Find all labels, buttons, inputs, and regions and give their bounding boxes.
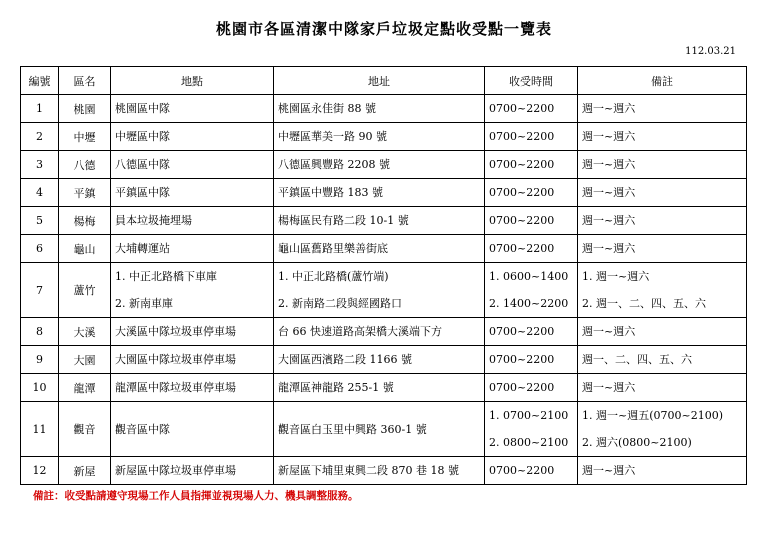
cell-time-line: 0700~2200 [489, 214, 555, 227]
cell-time-line: 0700~2200 [489, 242, 555, 255]
cell-address [274, 123, 485, 151]
cell-place [111, 374, 274, 402]
cell-time-line: 0700~2200 [489, 381, 555, 394]
table-row [21, 346, 747, 374]
cell-remark [578, 346, 747, 374]
table-body [21, 95, 747, 485]
cell-district: 中壢 [59, 123, 111, 151]
cell-remark [578, 402, 747, 457]
cell-address-line: 中壢區華美一路 90 號 [278, 130, 387, 143]
cell-time [485, 374, 578, 402]
cell-number: 10 [21, 374, 59, 402]
cell-remark-line: 週一~週六 [582, 464, 636, 477]
cell-address-line: 1. 中正北路橋(蘆竹端) [278, 270, 389, 283]
cell-number: 8 [21, 318, 59, 346]
cell-time-line: 0700~2200 [489, 130, 555, 143]
cell-place-line: 平鎮區中隊 [115, 186, 170, 199]
cell-remark-line: 2. 週六(0800~2100) [582, 436, 692, 449]
cell-remark [578, 235, 747, 263]
cell-place [111, 318, 274, 346]
cell-place-line: 中壢區中隊 [115, 130, 170, 143]
header-number: 編號 [21, 67, 59, 95]
cell-address [274, 263, 485, 318]
cell-number: 11 [21, 402, 59, 457]
cell-time-line: 2. 0800~2100 [489, 436, 569, 449]
cell-district: 楊梅 [59, 207, 111, 235]
table-row [21, 207, 747, 235]
cell-time [485, 179, 578, 207]
table-row [21, 179, 747, 207]
cell-address-line: 八德區興豐路 2208 號 [278, 158, 390, 171]
header-place: 地點 [111, 67, 274, 95]
cell-remark [578, 207, 747, 235]
cell-address-line: 台 66 快速道路高架橋大溪端下方 [278, 325, 442, 338]
cell-remark [578, 263, 747, 318]
cell-number: 12 [21, 457, 59, 485]
cell-time [485, 263, 578, 318]
document-title: 桃園市各區清潔中隊家戶垃圾定點收受點一覽表 [215, 20, 552, 38]
cell-place [111, 179, 274, 207]
table-row [21, 151, 747, 179]
cell-address-line: 大園區西濱路二段 1166 號 [278, 353, 412, 366]
cell-address [274, 318, 485, 346]
cell-district: 大溪 [59, 318, 111, 346]
cell-number: 4 [21, 179, 59, 207]
cell-time-line: 0700~2200 [489, 102, 555, 115]
cell-number: 2 [21, 123, 59, 151]
cell-place [111, 235, 274, 263]
cell-remark-line: 週一~週六 [582, 130, 636, 143]
cell-place [111, 123, 274, 151]
table-row [21, 318, 747, 346]
cell-remark-line: 週一、二、四、五、六 [582, 353, 692, 366]
footer-note: 備註：收受點請遵守現場工作人員指揮並視現場人力、機具調整服務。 [33, 490, 359, 502]
cell-remark-line: 1. 週一~週五(0700~2100) [582, 409, 723, 422]
cell-time [485, 235, 578, 263]
cell-remark-line: 2. 週一、二、四、五、六 [582, 297, 706, 310]
cell-remark-line: 週一~週六 [582, 242, 636, 255]
cell-time-line: 0700~2200 [489, 353, 555, 366]
cell-time [485, 151, 578, 179]
cell-remark-line: 週一~週六 [582, 186, 636, 199]
cell-time [485, 457, 578, 485]
table-header-row [21, 67, 747, 95]
header-address: 地址 [274, 67, 485, 95]
cell-district: 桃園 [59, 95, 111, 123]
cell-address [274, 457, 485, 485]
cell-place-line: 員本垃圾掩埋場 [115, 214, 192, 227]
cell-remark-line: 週一~週六 [582, 158, 636, 171]
cell-district: 平鎮 [59, 179, 111, 207]
cell-place-line: 2. 新南車庫 [115, 297, 173, 310]
table-row [21, 457, 747, 485]
cell-remark [578, 374, 747, 402]
cell-address [274, 402, 485, 457]
table-row [21, 95, 747, 123]
cell-time [485, 318, 578, 346]
cell-district: 蘆竹 [59, 263, 111, 318]
cell-place-line: 新屋區中隊垃圾車停車場 [115, 464, 236, 477]
cell-address-line: 楊梅區民有路二段 10-1 號 [278, 214, 409, 227]
cell-place-line: 大埔轉運站 [115, 242, 170, 255]
cell-address-line: 桃園區永佳街 88 號 [278, 102, 376, 115]
header-remark: 備註 [578, 67, 747, 95]
cell-time [485, 402, 578, 457]
cell-place [111, 346, 274, 374]
cell-number: 9 [21, 346, 59, 374]
cell-address-line: 新屋區下埔里東興二段 870 巷 18 號 [278, 464, 459, 477]
cell-remark [578, 179, 747, 207]
cell-time-line: 1. 0700~2100 [489, 409, 569, 422]
cell-address [274, 179, 485, 207]
cell-district: 龍潭 [59, 374, 111, 402]
cell-time-line: 0700~2200 [489, 158, 555, 171]
cell-remark-line: 週一~週六 [582, 102, 636, 115]
cell-number: 1 [21, 95, 59, 123]
cell-place-line: 1. 中正北路橋下車庫 [115, 270, 217, 283]
cell-remark [578, 151, 747, 179]
cell-place [111, 263, 274, 318]
cell-remark-line: 週一~週六 [582, 325, 636, 338]
cell-district: 八德 [59, 151, 111, 179]
cell-remark-line: 1. 週一~週六 [582, 270, 650, 283]
cell-remark-line: 週一~週六 [582, 381, 636, 394]
cell-address-line: 2. 新南路二段與經國路口 [278, 297, 402, 310]
cell-address-line: 平鎮區中豐路 183 號 [278, 186, 383, 199]
table-row [21, 374, 747, 402]
cell-place [111, 457, 274, 485]
cell-time-line: 0700~2200 [489, 325, 555, 338]
cell-remark [578, 318, 747, 346]
table-row [21, 123, 747, 151]
cell-address-line: 龍潭區神龍路 255-1 號 [278, 381, 394, 394]
cell-time-line: 2. 1400~2200 [489, 297, 569, 310]
cell-address [274, 374, 485, 402]
cell-place [111, 95, 274, 123]
cell-remark-line: 週一~週六 [582, 214, 636, 227]
cell-time-line: 1. 0600~1400 [489, 270, 569, 283]
cell-address [274, 207, 485, 235]
header-time: 收受時間 [485, 67, 578, 95]
cell-district: 大園 [59, 346, 111, 374]
collection-point-table [20, 66, 747, 485]
cell-place [111, 402, 274, 457]
cell-number: 7 [21, 263, 59, 318]
cell-remark [578, 457, 747, 485]
cell-place-line: 八德區中隊 [115, 158, 170, 171]
cell-number: 3 [21, 151, 59, 179]
cell-address [274, 151, 485, 179]
cell-address-line: 龜山區舊路里樂善街底 [278, 242, 388, 255]
table-row [21, 263, 747, 318]
cell-place-line: 桃園區中隊 [115, 102, 170, 115]
table-row [21, 235, 747, 263]
cell-time [485, 123, 578, 151]
cell-time-line: 0700~2200 [489, 186, 555, 199]
cell-number: 6 [21, 235, 59, 263]
cell-time [485, 346, 578, 374]
cell-time-line: 0700~2200 [489, 464, 555, 477]
cell-place-line: 大溪區中隊垃圾車停車場 [115, 325, 236, 338]
cell-district: 新屋 [59, 457, 111, 485]
cell-time [485, 95, 578, 123]
table-row [21, 402, 747, 457]
cell-remark [578, 123, 747, 151]
cell-address-line: 觀音區白玉里中興路 360-1 號 [278, 422, 427, 436]
cell-address [274, 346, 485, 374]
cell-remark [578, 95, 747, 123]
cell-place [111, 207, 274, 235]
document-date: 112.03.21 [685, 46, 736, 57]
cell-number: 5 [21, 207, 59, 235]
cell-place [111, 151, 274, 179]
cell-address [274, 95, 485, 123]
cell-place-line: 觀音區中隊 [115, 422, 170, 436]
cell-address [274, 235, 485, 263]
cell-place-line: 大園區中隊垃圾車停車場 [115, 353, 236, 366]
cell-district: 龜山 [59, 235, 111, 263]
cell-place-line: 龍潭區中隊垃圾車停車場 [115, 381, 236, 394]
cell-district: 觀音 [59, 402, 111, 457]
header-district: 區名 [59, 67, 111, 95]
cell-time [485, 207, 578, 235]
